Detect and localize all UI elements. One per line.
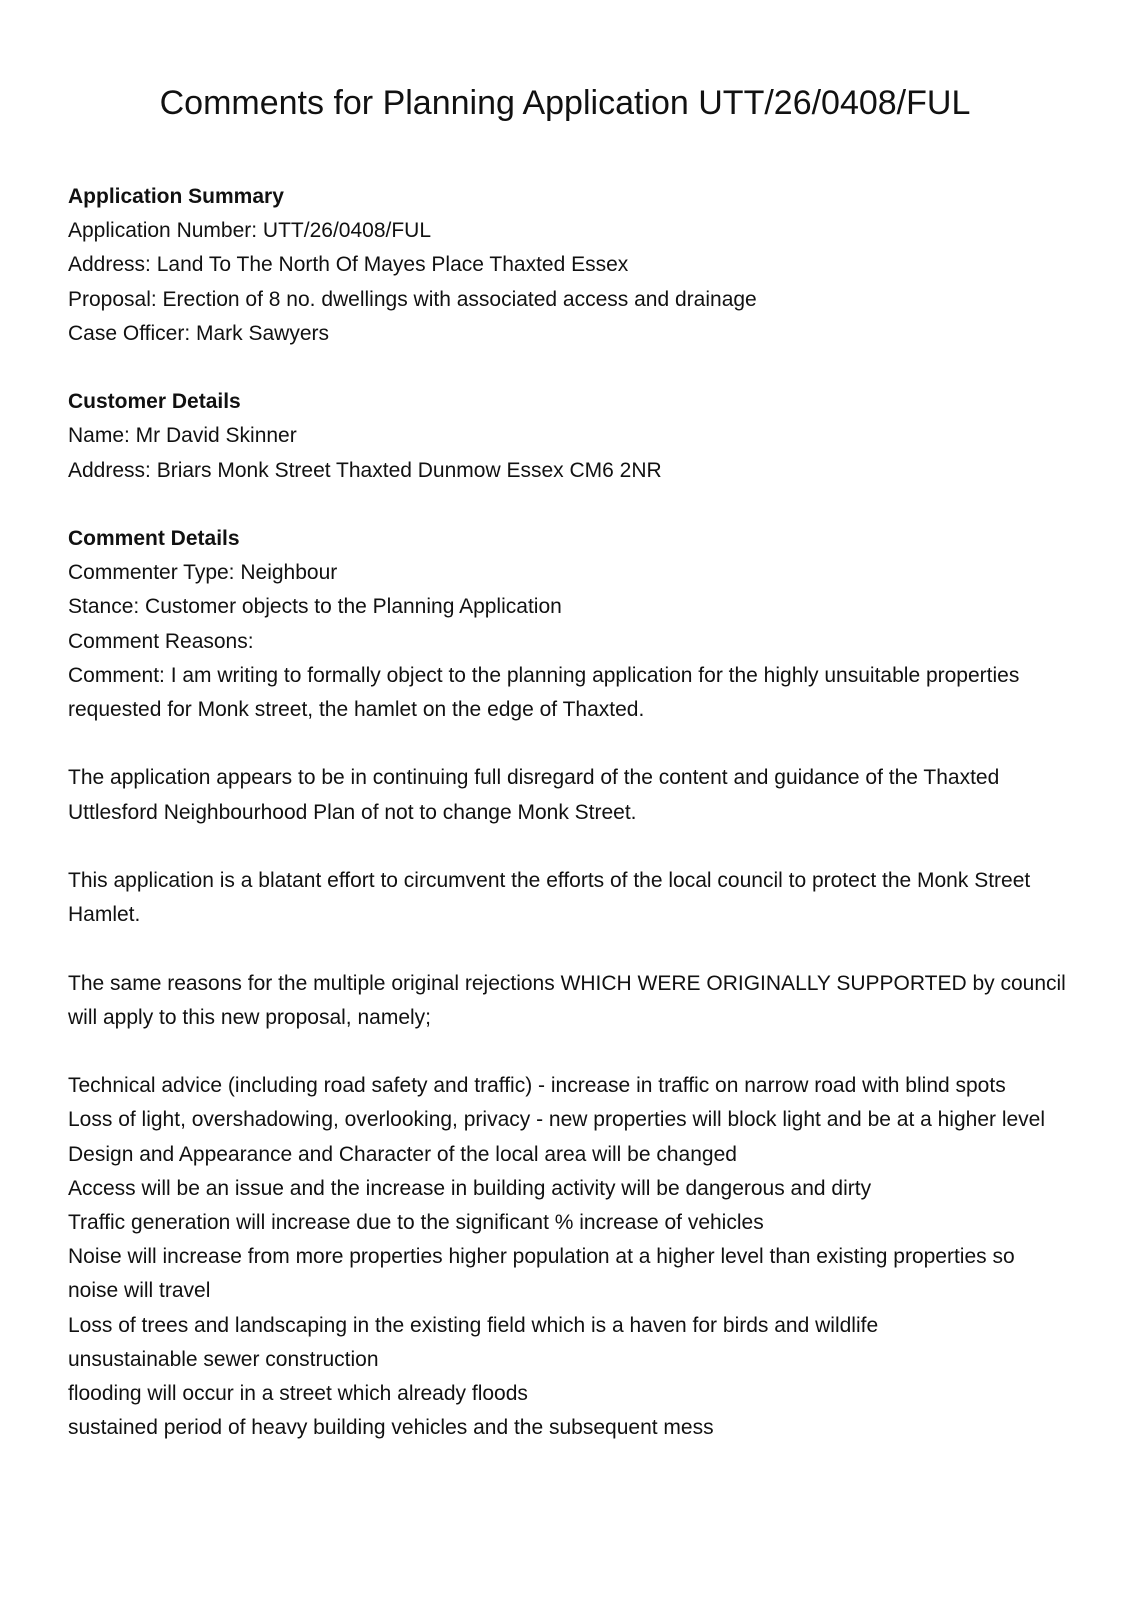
comment-details-section (68, 522, 1068, 1445)
application-address: Address: Land To The North Of Mayes Place Thaxted Essex (68, 253, 629, 277)
page-title: Comments for Planning Application UTT/26/0408/FUL (159, 84, 971, 122)
reason-item: Traffic generation will increase due to the significant % increase of vehicles (68, 1211, 764, 1234)
commenter-type: Commenter Type: Neighbour (68, 561, 338, 585)
reason-item: unsustainable sewer construction (68, 1347, 379, 1371)
section-spacer (68, 488, 1068, 522)
customer-details-heading: Customer Details (68, 390, 241, 414)
reason-item: Access will be an issue and the increase in building activity will be dangerous and dirty (68, 1176, 872, 1200)
reason-item: flooding will occur in a street which already floods (68, 1382, 528, 1406)
application-number: Application Number: UTT/26/0408/FUL (68, 219, 431, 243)
reason-item: Technical advice (including road safety and traffic) - increase in traffic on narrow road with blind spots (68, 1074, 1006, 1098)
reason-item: Loss of light, overshadowing, overlooking, privacy - new properties will block light and be at a higher level (68, 1108, 1046, 1132)
comment-reasons: Comment Reasons: (68, 629, 254, 653)
case-officer: Case Officer: Mark Sawyers (68, 321, 330, 345)
paragraph-spacer (68, 932, 1068, 966)
customer-name: Name: Mr David Skinner (68, 424, 297, 448)
reason-item: Design and Appearance and Character of the local area will be changed (68, 1142, 737, 1166)
application-summary-section (68, 180, 1068, 351)
reason-item: Noise will increase from more properties higher population at a higher level than existing properties so noise will travel (68, 1245, 1015, 1303)
reason-item: sustained period of heavy building vehicles and the subsequent mess (68, 1416, 714, 1440)
comment-paragraph: This application is a blatant effort to circumvent the efforts of the local council to protect the Monk Street Hamlet. (68, 869, 1031, 927)
section-spacer (68, 351, 1068, 385)
document-body (68, 180, 1068, 1445)
comment-paragraph: The same reasons for the multiple original rejections WHICH WERE ORIGINALLY SUPPORTED by council will apply to this new proposal, namely; (68, 971, 1066, 1029)
comment-details-heading: Comment Details (68, 527, 240, 550)
customer-details-section (68, 385, 1068, 488)
application-summary-heading: Application Summary (68, 185, 284, 208)
application-proposal: Proposal: Erection of 8 no. dwellings with associated access and drainage (68, 287, 757, 311)
comment-paragraph: Comment: I am writing to formally object to the planning application for the highly unsuitable properties requested for Monk street, the hamlet on the edge of Thaxted. (68, 663, 1020, 722)
paragraph-spacer (68, 1035, 1068, 1069)
objection-reasons-list (68, 1069, 1068, 1445)
paragraph-spacer (68, 830, 1068, 864)
reason-item: Loss of trees and landscaping in the existing field which is a haven for birds and wildlife (68, 1313, 879, 1337)
customer-address: Address: Briars Monk Street Thaxted Dunmow Essex CM6 2NR (68, 458, 662, 482)
paragraph-spacer (68, 727, 1068, 761)
comment-paragraph: The application appears to be in continuing full disregard of the content and guidance of the Thaxted Uttlesford Neighbourhood Plan of not to change Monk Street. (68, 766, 1000, 824)
stance: Stance: Customer objects to the Planning Application (68, 595, 562, 619)
